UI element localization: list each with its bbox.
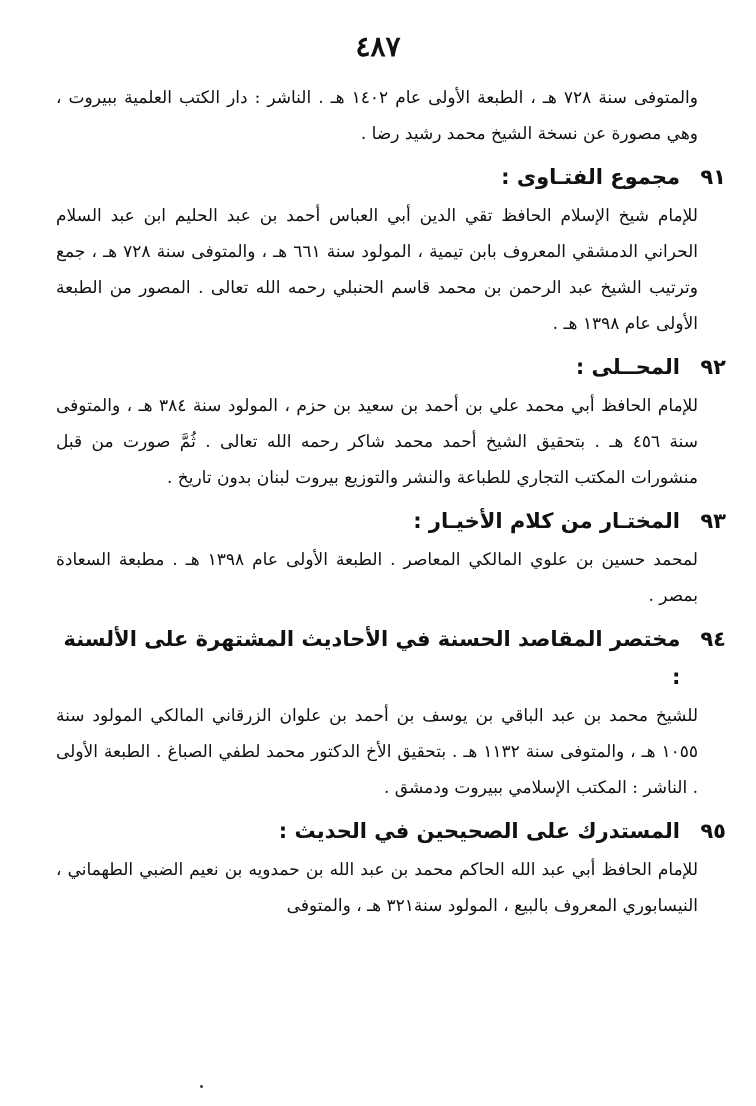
entry-heading: [56, 348, 726, 386]
entry-number: ٩٢: [700, 355, 726, 379]
entry-body: للشيخ محمد بن عبد الباقي بن يوسف بن أحمد بن علوان الزرقاني المالكي المولود سنة ١٠٥٥ هـ ، والمتوفى سنة ١١٣٢ هـ . بتحقيق الأخ الدكتور محمد لطفي الصباغ . الطبعة الأولى . الناشر : المكتب الإسلامي ببيروت ودمشق .: [56, 706, 699, 798]
entry-heading: [56, 158, 726, 196]
entry-91: [56, 158, 726, 342]
entry-95: [56, 812, 726, 924]
entry-title: مجموع الفتـاوى :: [501, 165, 680, 189]
scan-speck: [200, 1085, 203, 1088]
entry-title: المحــلى :: [575, 355, 680, 379]
entry-94: [56, 620, 726, 806]
page-number: ٤٨٧: [355, 30, 401, 63]
entry-92: [56, 348, 726, 496]
entry-number: ٩٣: [700, 509, 726, 533]
entry-body: للإمام الحافظ أبي عبد الله الحاكم محمد بن عبد الله بن حمدويه بن نعيم الضبي الطهماني ، النيسابوري المعروف بالبيع ، المولود سنة٣٢١ هـ ، والمتوفى: [56, 860, 698, 916]
entry-number: ٩١: [700, 165, 726, 189]
entry-number: ٩٤: [700, 627, 726, 651]
entry-body: للإمام الحافظ أبي محمد علي بن أحمد بن سعيد بن حزم ، المولود سنة ٣٨٤ هـ ، والمتوفى سنة ٤٥٦ هـ . بتحقيق الشيخ أحمد محمد شاكر رحمه الله تعالى . ثُمَّ صورت من قبل منشورات المكتب التجاري للطباعة والنشر والتوزيع بيروت لبنان بدون تاريخ .: [56, 396, 699, 488]
page-content: [56, 80, 726, 924]
entry-93: [56, 502, 726, 614]
entry-title: مختصر المقاصد الحسنة في الأحاديث المشتهرة على الألسنة :: [63, 627, 681, 689]
entry-body: للإمام شيخ الإسلام الحافظ تقي الدين أبي العباس أحمد بن عبد الحليم ابن عبد السلام الحراني الدمشقي المعروف بابن تيمية ، المولود سنة ٦٦١ هـ ، والمتوفى سنة ٧٢٨ هـ ، جمع وترتيب الشيخ عبد الرحمن بن محمد قاسم الحنبلي رحمه الله تعالى . المصور من الطبعة الأولى عام ١٣٩٨ هـ .: [56, 206, 698, 334]
entry-body: لمحمد حسين بن علوي المالكي المعاصر . الطبعة الأولى عام ١٣٩٨ هـ . مطبعة السعادة بمصر .: [56, 550, 698, 606]
entry-heading: [56, 620, 726, 696]
entry-heading: [56, 502, 726, 540]
entry-title: المختـار من كلام الأخيـار :: [413, 509, 680, 533]
entry-heading: [56, 812, 726, 850]
entry-title: المستدرك على الصحيحين في الحديث :: [278, 819, 680, 843]
entry-number: ٩٥: [700, 819, 726, 843]
intro-paragraph: والمتوفى سنة ٧٢٨ هـ ، الطبعة الأولى عام ١٤٠٢ هـ . الناشر : دار الكتب العلمية ببيروت ، وهي مصورة عن نسخة الشيخ محمد رشيد رضا .: [56, 88, 698, 144]
